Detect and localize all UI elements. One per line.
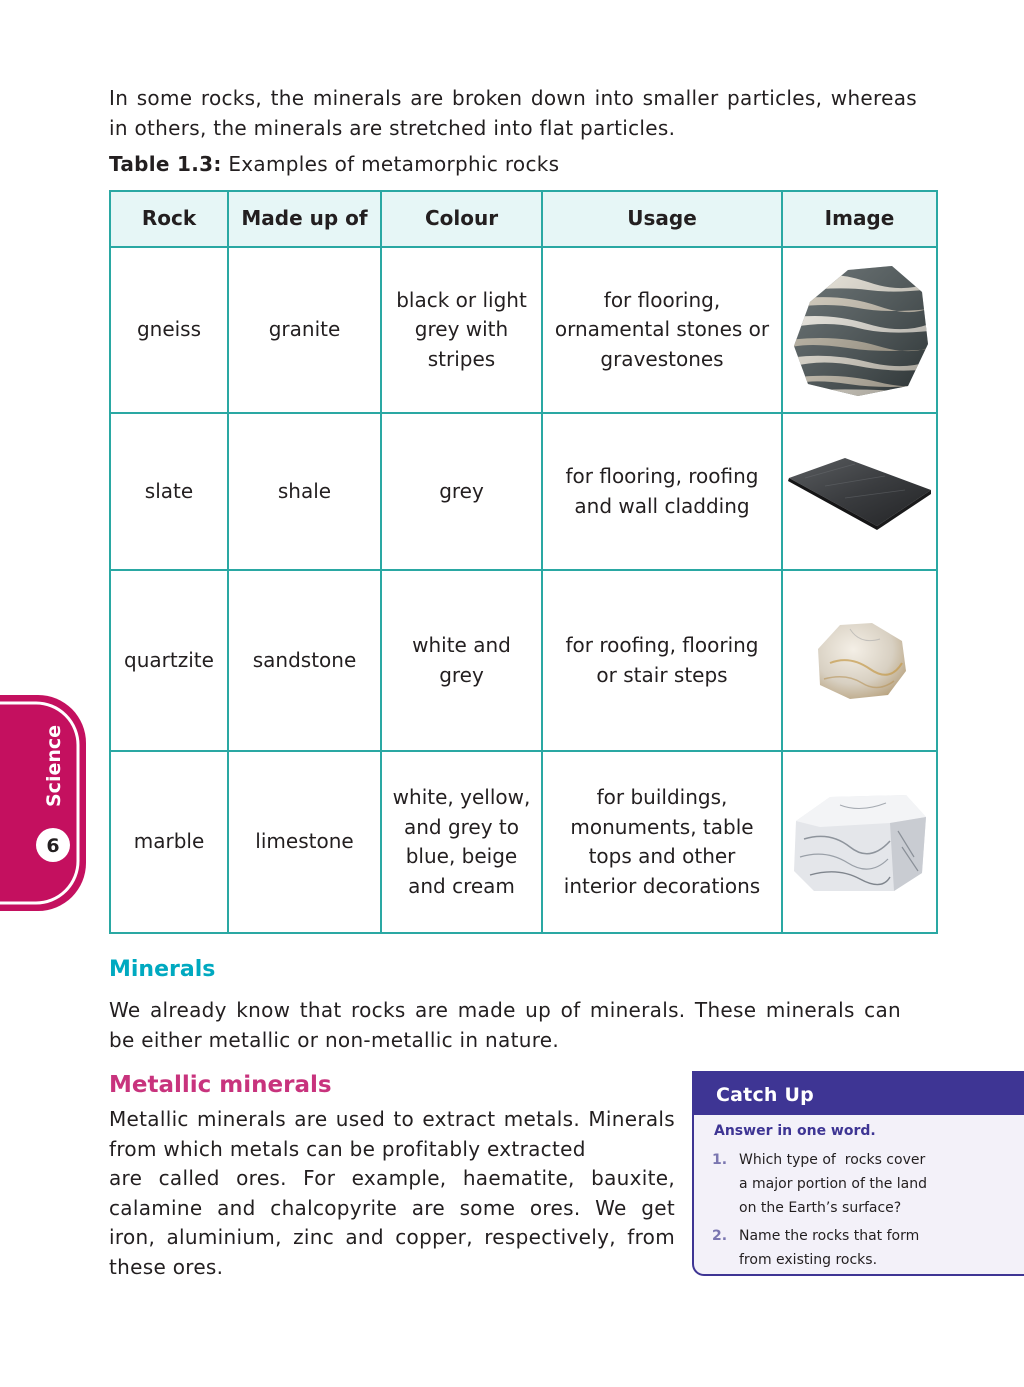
usage-line: interior decorations	[563, 873, 761, 898]
quartzite-image-cell	[782, 570, 937, 751]
catch-up-instruction: Answer in one word.	[714, 1123, 876, 1139]
marble-rock-image	[790, 787, 930, 897]
intro-line: In some rocks, the minerals are broken down into smaller particles, whereas	[109, 86, 917, 110]
made-up-of: limestone	[228, 751, 381, 933]
made-up-of: shale	[228, 413, 381, 570]
colour-cell	[381, 413, 542, 570]
colour-cell	[381, 751, 542, 933]
catch-up-questions	[712, 1148, 1012, 1276]
quartzite-rock-image	[810, 619, 910, 703]
metallic-line: from which metals can be profitably extracted	[109, 1136, 586, 1161]
colour-line: grey	[439, 662, 484, 687]
marble-image-cell	[782, 751, 937, 933]
minerals-line: We already know that rocks are made up of minerals. These minerals can	[109, 998, 901, 1022]
usage-line: monuments, table	[570, 814, 754, 839]
usage-line: or stair steps	[596, 662, 728, 687]
usage-line: for roofing, flooring	[565, 633, 759, 657]
colour-cell	[381, 247, 542, 413]
minerals-paragraph	[109, 996, 901, 1055]
colour-line: grey	[439, 478, 484, 503]
colour-line: white, yellow,	[392, 785, 531, 809]
page-number: 6	[46, 835, 60, 857]
metallic-minerals-paragraph	[109, 1105, 675, 1282]
metallic-line: calamine and chalcopyrite are some ores. We get	[109, 1195, 675, 1220]
rock-name: quartzite	[110, 570, 228, 751]
question-number: 2.	[712, 1228, 728, 1244]
table-row	[110, 751, 937, 933]
side-tab-subject: Science	[43, 724, 65, 807]
colour-line: blue, beige	[405, 844, 518, 868]
colour-line: grey with	[414, 317, 509, 342]
catch-up-box	[692, 1071, 1024, 1276]
rock-name: slate	[110, 413, 228, 570]
header-rock: Rock	[110, 191, 228, 247]
made-up-of: sandstone	[228, 570, 381, 751]
question-line: on the Earth’s surface?	[739, 1200, 902, 1216]
minerals-heading: Minerals	[109, 957, 216, 982]
gneiss-image-cell	[782, 247, 937, 413]
usage-cell	[542, 413, 782, 570]
question-line: from existing rocks.	[739, 1252, 878, 1268]
header-usage: Usage	[542, 191, 782, 247]
header-colour: Colour	[381, 191, 542, 247]
rock-name: gneiss	[110, 247, 228, 413]
usage-cell	[542, 247, 782, 413]
intro-paragraph	[109, 84, 917, 143]
metallic-line: Metallic minerals are used to extract metals. Minerals	[109, 1107, 675, 1131]
slate-image-cell	[782, 413, 937, 570]
metallic-minerals-heading: Metallic minerals	[109, 1072, 332, 1098]
table-caption-text: Examples of metamorphic rocks	[221, 152, 560, 176]
colour-line: black or light	[396, 287, 527, 312]
table-caption	[109, 152, 559, 176]
usage-cell	[542, 751, 782, 933]
minerals-line: be either metallic or non-metallic in nature.	[109, 1027, 560, 1052]
slate-rock-image	[785, 452, 935, 532]
side-tab	[0, 695, 88, 911]
catch-up-question	[712, 1148, 1012, 1220]
colour-cell	[381, 570, 542, 751]
colour-line: white and	[412, 633, 511, 657]
metallic-line: are called ores. For example, haematite, bauxite,	[109, 1166, 675, 1190]
colour-line: stripes	[427, 346, 496, 371]
made-up-of: granite	[228, 247, 381, 413]
question-line: Which type of rocks cover	[739, 1152, 926, 1168]
usage-line: gravestones	[600, 346, 724, 371]
intro-line: in others, the minerals are stretched into flat particles.	[109, 115, 676, 140]
colour-line: and cream	[408, 873, 515, 898]
question-line: a major portion of the land	[739, 1176, 927, 1192]
metallic-line: iron, aluminium, zinc and copper, respectively, from	[109, 1225, 675, 1249]
metallic-line: these ores.	[109, 1254, 224, 1279]
catch-up-question	[712, 1224, 1012, 1272]
colour-line: and grey to	[403, 814, 520, 839]
rock-name: marble	[110, 751, 228, 933]
catch-up-title: Catch Up	[694, 1073, 1024, 1115]
gneiss-rock-image	[788, 262, 932, 398]
usage-line: tops and other	[588, 844, 736, 868]
usage-line: for buildings,	[596, 785, 728, 809]
usage-line: for flooring, roofing	[565, 464, 759, 488]
table-row	[110, 413, 937, 570]
usage-line: for flooring,	[603, 287, 721, 312]
usage-line: ornamental stones or	[554, 317, 770, 342]
table-header-row	[110, 191, 937, 247]
table-caption-label: Table 1.3:	[109, 152, 222, 176]
header-made-up-of: Made up of	[228, 191, 381, 247]
table-row	[110, 570, 937, 751]
question-line: Name the rocks that form	[739, 1228, 920, 1244]
header-image: Image	[782, 191, 937, 247]
question-number: 1.	[712, 1152, 728, 1168]
usage-line: and wall cladding	[574, 493, 750, 518]
table-row	[110, 247, 937, 413]
usage-cell	[542, 570, 782, 751]
metamorphic-rocks-table	[109, 190, 938, 934]
